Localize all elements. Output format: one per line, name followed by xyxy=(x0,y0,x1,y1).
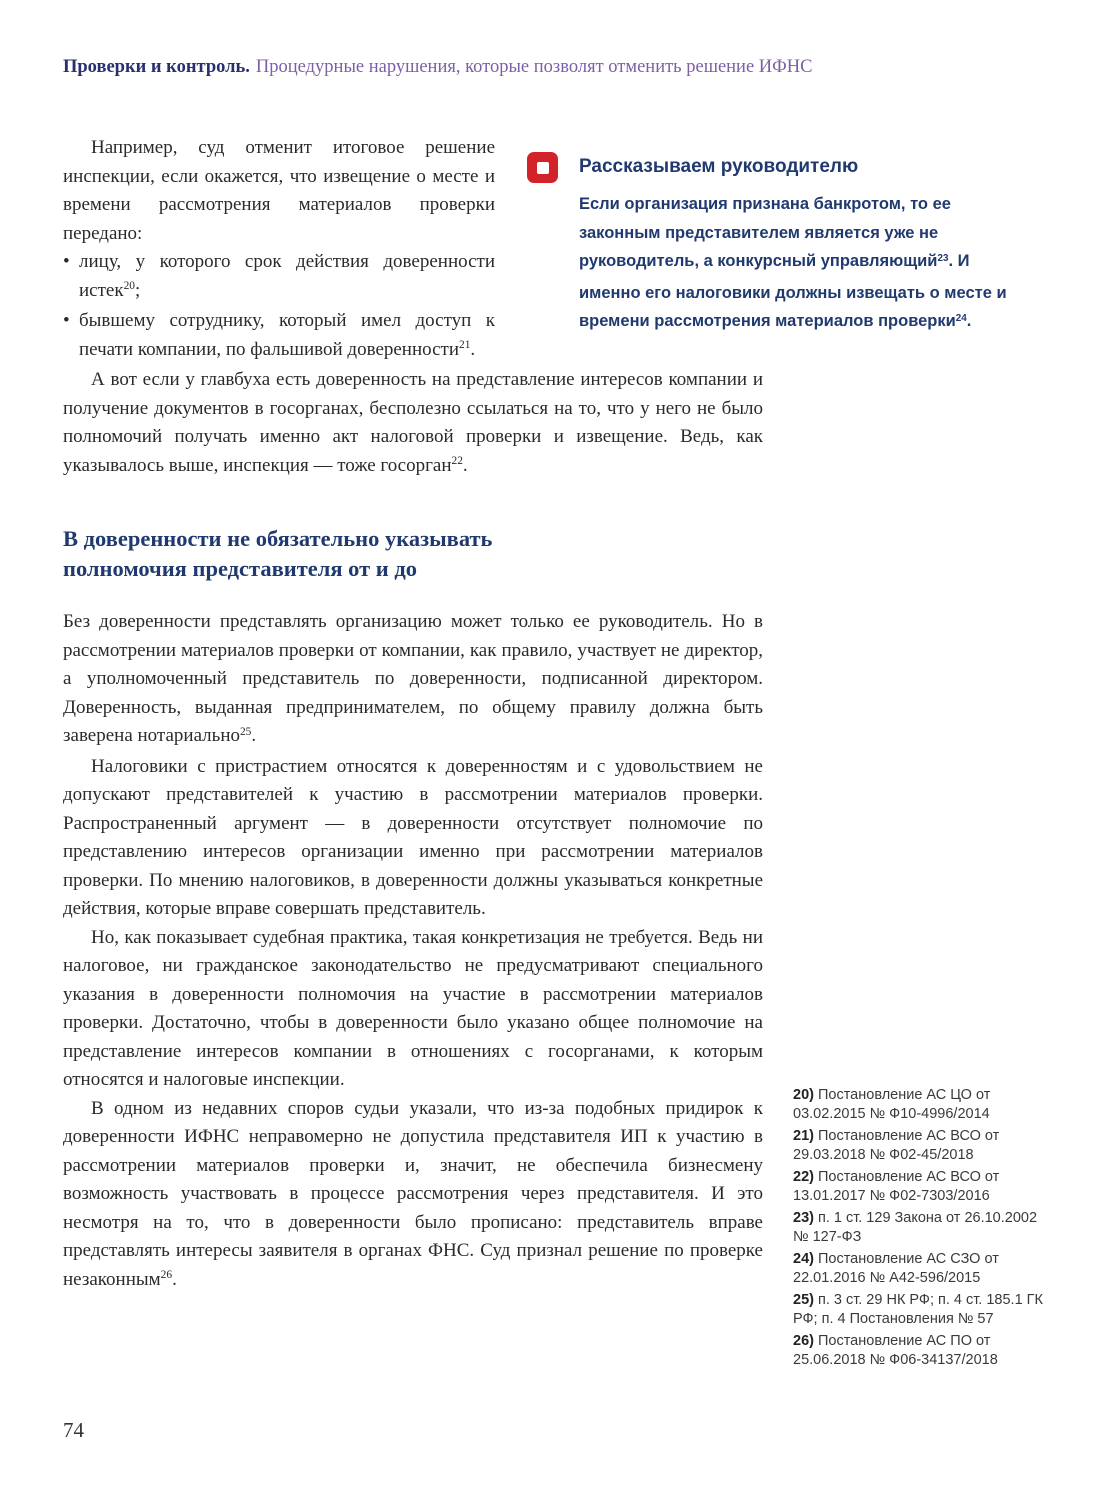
intro-block xyxy=(63,134,495,366)
footnote xyxy=(793,1291,1043,1328)
footnote-number: 22) xyxy=(793,1169,814,1185)
callout-note-body: Если организация признана банкротом, то ее законным представителем является уже не руководитель, а конкурсный управляющий$^{23}$. И именно его налоговики должны извещать о месте и времени рассмотрения материалов проверки$^{24}$. xyxy=(579,195,1007,330)
footnote-text: п. 3 ст. 29 НК РФ; п. 4 ст. 185.1 ГК РФ; п. 4 Постановления № 57 xyxy=(793,1292,1043,1327)
footnote-number: 25) xyxy=(793,1292,814,1308)
list-item-text: лицу, у которого срок действия доверенности истек$^{20}$; xyxy=(79,251,495,301)
footnote xyxy=(793,1168,1043,1205)
footnote xyxy=(793,1127,1043,1164)
section-heading-line: полномочия представителя от и до xyxy=(63,556,418,581)
footnote-reference: 20 xyxy=(123,280,135,293)
paragraph: Налоговики с пристрастием относятся к доверенностям и с удовольствием не допускают представителей к участию в рассмотрении материалов проверки. Распространенный аргумент — в доверенности отсутствует полномочие по представлению интересов организации именно при рассмотрении материалов проверки. По мнению налоговиков, в доверенности должны указываться конкретные действия, которые вправе совершать представитель. xyxy=(63,755,763,919)
list-item-text: бывшему сотруднику, который имел доступ к печати компании, по фальшивой доверенности$^{21}$. xyxy=(79,310,495,360)
footnote xyxy=(793,1209,1043,1246)
section-heading-line: В доверенности не обязательно указывать xyxy=(63,526,493,551)
paragraph: Например, суд отменит итоговое решение инспекции, если окажется, что извещение о месте и времени рассмотрения материалов проверки передано: xyxy=(63,137,495,244)
paragraph: Но, как показывает судебная практика, такая конкретизация не требуется. Ведь ни налоговое, ни гражданское законодательство не предусматривают специального указания в доверенности полномочия на участие в рассмотрении материалов проверки. Достаточно, чтобы в доверенности было указано общее полномочие на представление интересов компании в отношениях с госорганами, к которым относятся и налоговые инспекции. xyxy=(63,926,763,1090)
header-rubric: Проверки и контроль. xyxy=(63,57,250,77)
section-heading xyxy=(63,524,763,584)
footnote-number: 20) xyxy=(793,1087,814,1103)
footnote-number: 26) xyxy=(793,1333,814,1349)
footnote-text: Постановление АС ВСО от 29.03.2018 № Ф02-45/2018 xyxy=(793,1128,1000,1163)
header-article-title: Процедурные нарушения, которые позволят отменить решение ИФНС xyxy=(255,57,813,77)
footnote-text: Постановление АС ЦО от 03.02.2015 № Ф10-4996/2014 xyxy=(793,1087,991,1122)
paragraph: Без доверенности представлять организацию может только ее руководитель. Но в рассмотрении материалов проверки от компании, как правило, участвует не директор, а уполномоченный представитель по доверенности, подписанной директором. Доверенность, выданная предпринимателем, по общему правилу должна быть заверена нотариально$^{25}$. xyxy=(63,611,763,746)
section-body xyxy=(63,608,763,1296)
list-item xyxy=(63,307,495,366)
footnote-reference: 21 xyxy=(459,339,471,352)
footnote xyxy=(793,1250,1043,1287)
footnote-number: 21) xyxy=(793,1128,814,1144)
footnote-reference: 22 xyxy=(451,455,463,468)
paragraph: А вот если у главбуха есть доверенность на представление интересов компании и получение документов в госорганах, бесполезно ссылаться на то, что у него не было полномочий получать именно акт налоговой проверки и извещение. Ведь, как указывалось выше, инспекция — тоже госорган$^{22}$. xyxy=(63,369,763,476)
footnote-reference: 25 xyxy=(239,725,252,738)
footnote-reference: 23 xyxy=(937,252,949,264)
paragraph: В одном из недавних споров судьи указали, что из-за подобных придирок к доверенности ИФНС неправомерно не допустила представителя ИП к участию в рассмотрении материалов проверки и, значит, не обеспечила бизнесмену возможность участвовать в процессе рассмотрения через представителя. И это несмотря на то, что в доверенности было прописано: представитель вправе представлять интересы заявителя в органах ФНС. Суд признал решение по проверке незаконным$^{26}$. xyxy=(63,1097,763,1290)
bullet-icon: • xyxy=(63,251,70,272)
footnote-reference: 26 xyxy=(160,1269,173,1282)
footnote-number: 23) xyxy=(793,1210,814,1226)
footnotes-column xyxy=(793,1086,1043,1373)
footnote-text: Постановление АС ПО от 25.06.2018 № Ф06-34137/2018 xyxy=(793,1333,998,1368)
footnote xyxy=(793,1332,1043,1369)
footnote-text: п. 1 ст. 129 Закона от 26.10.2002 № 127-ФЗ xyxy=(793,1210,1038,1245)
footnote-number: 24) xyxy=(793,1251,814,1267)
footnote xyxy=(793,1086,1043,1123)
bullet-icon: • xyxy=(63,310,70,331)
main-text-column xyxy=(63,134,763,1296)
footnote-reference: 24 xyxy=(955,312,967,324)
footnote-text: Постановление АС ВСО от 13.01.2017 № Ф02-7303/2016 xyxy=(793,1169,1000,1204)
callout-note-title: Рассказываем руководителю xyxy=(579,156,859,177)
footnote-text: Постановление АС СЗО от 22.01.2016 № А42-596/2015 xyxy=(793,1251,999,1286)
page-number: 74 xyxy=(63,1418,84,1442)
running-header xyxy=(63,55,1043,79)
list-item xyxy=(63,248,495,307)
